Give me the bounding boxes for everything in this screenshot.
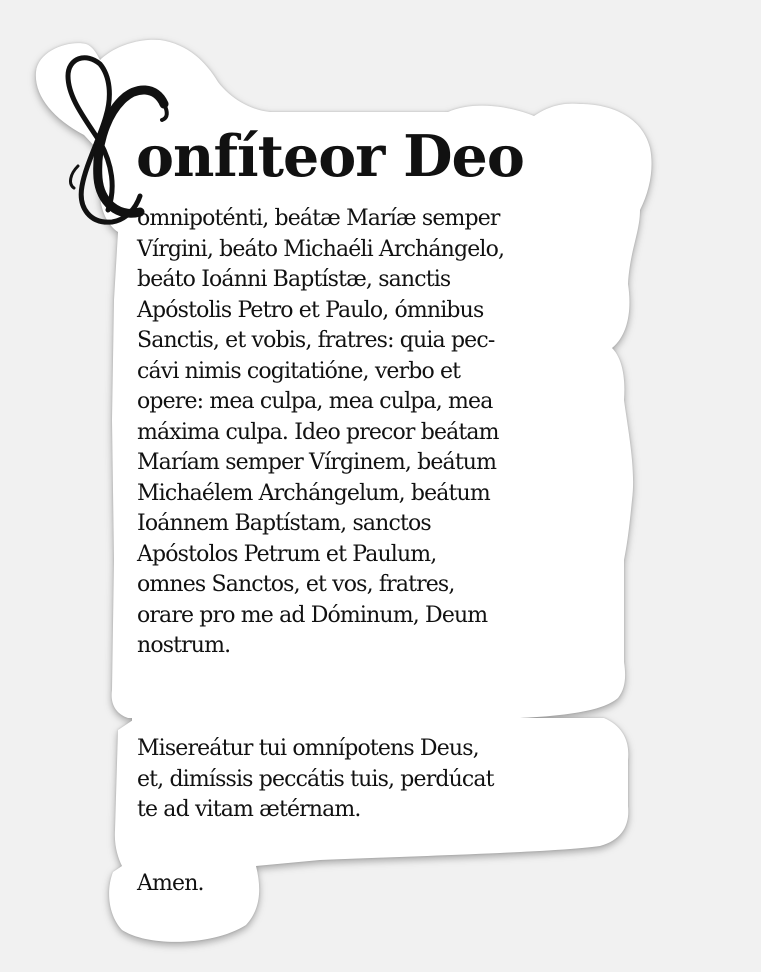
- text-line: et, dimíssis peccátis tuis, perdúcat: [137, 766, 494, 792]
- text-line: opere: mea culpa, mea culpa, mea: [137, 389, 493, 414]
- text-line: orare pro me ad Dóminum, Deum: [137, 602, 488, 628]
- text-line: cávi nimis cogitatióne, verbo et: [137, 358, 461, 384]
- text-line: Ioánnem Baptístam, sanctos: [137, 511, 431, 536]
- confiteor-paragraph: [137, 204, 637, 662]
- text-line: nostrum.: [137, 633, 231, 658]
- text-line: máxima culpa. Ideo precor beátam: [137, 419, 499, 445]
- text-line: Vírgini, beáto Michaéli Archángelo,: [137, 236, 505, 262]
- text-line: omnipoténti, beátæ Maríæ semper: [137, 206, 500, 231]
- text-line: Misereátur tui omnípotens Deus,: [137, 736, 479, 761]
- text-line: Apóstolis Petro et Paulo, ómnibus: [137, 297, 484, 323]
- prayer-title: onfíteor Deo: [136, 123, 524, 190]
- text-line: Michaélem Archángelum, beátum: [137, 480, 490, 506]
- misereatur-paragraph: [137, 734, 637, 826]
- text-line: omnes Sanctos, et vos, fratres,: [137, 572, 455, 597]
- text-line: beáto Ioánni Baptístæ, sanctis: [137, 267, 451, 292]
- text-line: Maríam semper Vírginem, beátum: [137, 450, 497, 475]
- text-line: Apóstolos Petrum et Paulum,: [137, 541, 437, 567]
- amen-closing: Amen.: [137, 871, 204, 896]
- text-line: te ad vitam ætérnam.: [137, 797, 361, 822]
- text-line: Sanctis, et vobis, fratres: quia pec-: [137, 328, 495, 353]
